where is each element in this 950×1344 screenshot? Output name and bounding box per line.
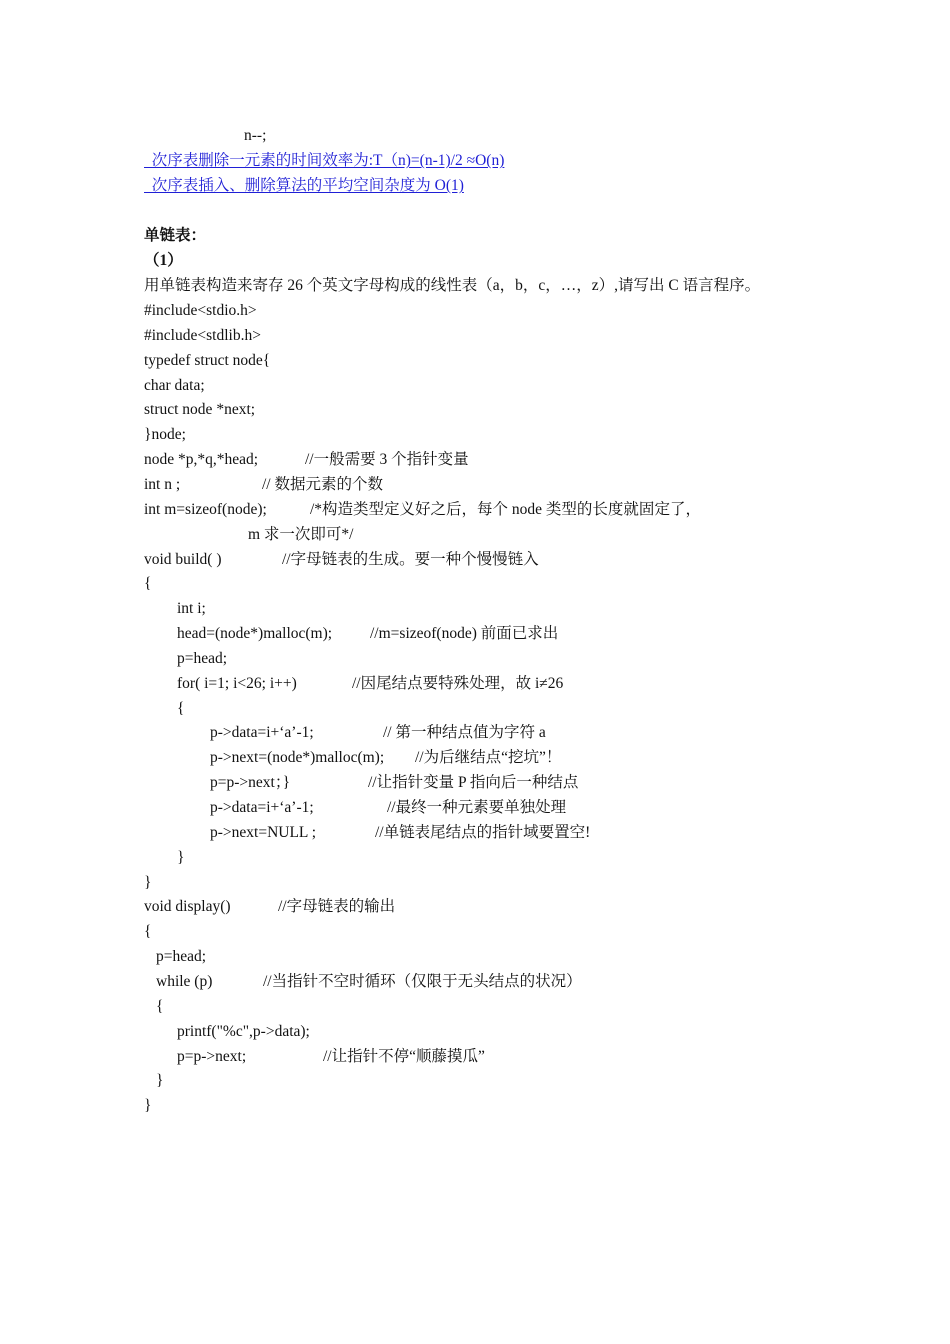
question-text: 用单链表构造来寄存 26 个英文字母构成的线性表（a，b，c，…，z）,请写出 C 语言程序。	[144, 277, 761, 294]
code-line: int m=sizeof(node);	[144, 501, 267, 518]
code-line: p=head;	[177, 650, 228, 667]
section-title: 单链表：	[144, 227, 207, 244]
code-line: }	[144, 874, 152, 891]
code-line: }	[156, 1072, 164, 1089]
code-line: p->data=i+‘a’-1;	[210, 799, 314, 816]
code-line: int n ;	[144, 476, 181, 493]
code-line: struct node *next;	[144, 401, 256, 418]
code-line: {	[144, 923, 152, 940]
code-line: void build( )	[144, 551, 222, 568]
code-line: {	[177, 700, 185, 717]
code-line: void display()	[144, 898, 231, 915]
code-comment: //m=sizeof(node) 前面已求出	[370, 625, 559, 642]
code-line: }	[177, 849, 185, 866]
code-line: p=p->next;	[177, 1048, 247, 1065]
code-comment: //字母链表的生成。要一种个慢慢链入	[282, 551, 539, 568]
code-comment: // 第一种结点值为字符 a	[383, 724, 546, 741]
code-line: p=head;	[156, 948, 207, 965]
code-comment: //单链表尾结点的指针域要置空!	[375, 824, 591, 841]
code-line: p->next=(node*)malloc(m);	[210, 749, 385, 766]
code-line: typedef struct node{	[144, 352, 271, 369]
code-line: p->next=NULL ;	[210, 824, 317, 841]
code-comment: //最终一种元素要单独处理	[387, 799, 567, 816]
code-line: printf("%c",p->data);	[177, 1023, 310, 1040]
code-comment: m 求一次即可*/	[248, 526, 354, 543]
code-line: }	[144, 1097, 152, 1114]
complexity-link-delete[interactable]: 次序表删除一元素的时间效率为:T（n)=(n-1)/2 ≈O(n)	[144, 152, 505, 169]
code-comment: //因尾结点要特殊处理，故 i≠26	[352, 675, 564, 692]
code-line: p->data=i+‘a’-1;	[210, 724, 314, 741]
complexity-link-space[interactable]: 次序表插入、删除算法的平均空间杂度为 O(1)	[144, 177, 464, 194]
code-comment: //一般需要 3 个指针变量	[305, 451, 469, 468]
code-comment: /*构造类型定义好之后，每个 node 类型的长度就固定了，	[310, 501, 701, 518]
code-line: #include<stdlib.h>	[144, 327, 261, 344]
code-comment: // 数据元素的个数	[262, 476, 383, 493]
code-line: #include<stdio.h>	[144, 302, 257, 319]
code-comment: //为后继结点“挖坑”！	[415, 749, 562, 766]
code-line: for( i=1; i<26; i++)	[177, 675, 297, 692]
code-line: p=p->next；}	[210, 774, 291, 791]
code-line: {	[156, 998, 164, 1015]
code-line: node *p,*q,*head;	[144, 451, 259, 468]
code-comment: //让指针变量 P 指向后一种结点	[368, 774, 579, 791]
code-line: char data;	[144, 377, 205, 394]
code-comment: //字母链表的输出	[278, 898, 396, 915]
code-line: int i;	[177, 600, 206, 617]
code-comment: //当指针不空时循环（仅限于无头结点的状况）	[263, 973, 582, 990]
code-line: while (p)	[156, 973, 213, 990]
code-line: }node;	[144, 426, 186, 443]
code-comment: //让指针不停“顺藤摸瓜”	[323, 1048, 485, 1065]
code-line: head=(node*)malloc(m);	[177, 625, 333, 642]
code-line: {	[144, 575, 152, 592]
sub-title: （1）	[144, 252, 183, 269]
code-line-top: n--;	[244, 127, 267, 144]
